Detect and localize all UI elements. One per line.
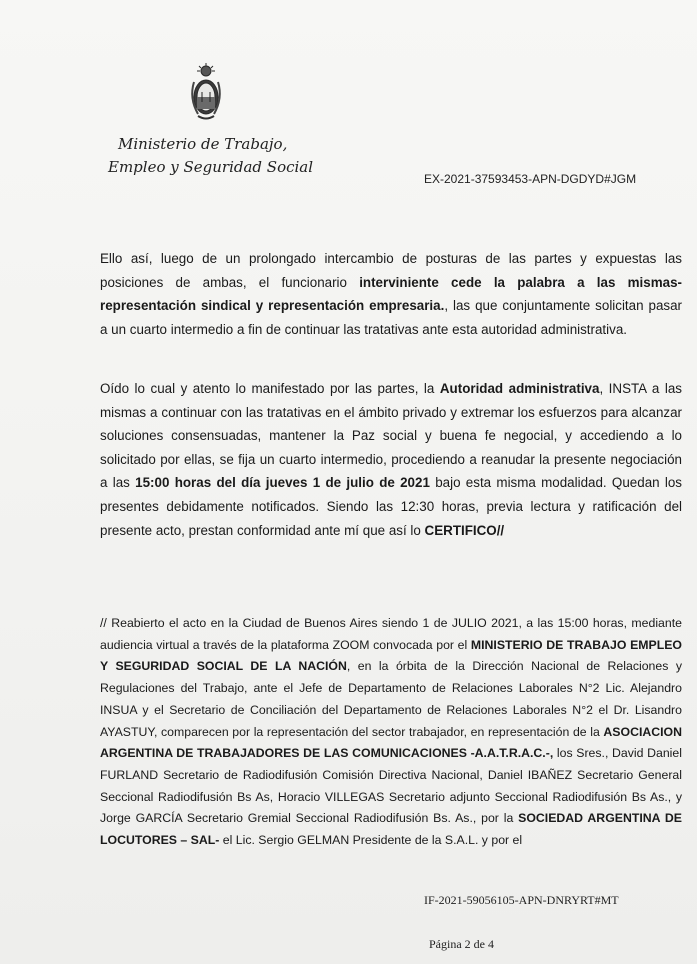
paragraph-segment: el Lic. Sergio GELMAN Presidente de la S.A.L. y por el: [219, 833, 523, 848]
page-number: Página 2 de 4: [429, 937, 494, 951]
paragraph-segment-bold: ASOCIACION ARGENTINA DE TRABAJADORES DE LAS COMUNICACIONES -A.A.T.R.A.C.-,: [100, 724, 682, 761]
document-reference: IF-2021-59056105-APN-DNRYRT#MT: [424, 893, 619, 907]
ministry-name-line1: Ministerio de Trabajo,: [118, 135, 288, 153]
paragraph-segment: , INSTA a las mismas a continuar con las tratativas en el ámbito privado y extremar los esfuerzos para alcanzar soluciones consensuadas, mantener la Paz social y buena fe negocial, y accediendo a lo solicitado por ellas, se fija un cuarto intermedio, procediendo a reanudar la presente negociación a las: [100, 381, 682, 491]
paragraph-segment: // Reabierto el acto en la Ciudad de Buenos Aires siendo 1 de JULIO 2021, a las 15:00 horas, mediante audiencia virtual a través de la plataforma ZOOM convocada por el: [100, 616, 682, 652]
paragraph-segment-bold: 15:00 horas del día jueves 1 de julio de 2021: [135, 475, 430, 491]
paragraph-segment: bajo esta misma modalidad. Quedan los presentes debidamente notificados. Siendo las 12:30 horas, previa lectura y ratificación del presente acto, prestan conformidad ante mí que así lo: [100, 475, 682, 538]
ministry-name: [108, 133, 313, 179]
ministry-name-line2: Empleo y Seguridad Social: [108, 158, 314, 176]
paragraph-segment-bold: interviniente cede la palabra a las mismas- representación sindical y representación empresaria.: [100, 274, 682, 314]
paragraph-segment: , en la órbita de la Dirección Nacional de Relaciones y Regulaciones del Trabajo, ante el Jefe de Departamento de Relaciones Laborales N°2 Lic. Alejandro INSUA y el Secretario de Conciliación del Departamento de Relaciones Laborales N°2 el Dr. Lisandro AYASTUY, comparecen por la representación del sector trabajador, en representación de la: [100, 659, 682, 739]
paragraph-1: [100, 247, 682, 341]
paragraph-2: [100, 377, 682, 542]
paragraph-3: [100, 613, 682, 852]
coat-of-arms-icon: [186, 62, 226, 124]
paragraph-segment-bold: CERTIFICO//: [424, 522, 505, 538]
paragraph-segment: los Sres., David Daniel FURLAND Secretario de Radiodifusión Comisión Directiva Nacional, Daniel IBAÑEZ Secretario General Seccional Radiodifusión Bs As, Horacio VILLEGAS Secretario adjunto Seccional Radiodifusión Bs As., y Jorge GARCÍA Secretario Gremial Seccional Radiodifusión Bs. As., por la: [100, 746, 682, 826]
paragraph-segment-bold: Autoridad administrativa: [439, 381, 600, 396]
paragraph-segment: Oído lo cual y atento lo manifestado por las partes, la: [100, 381, 440, 396]
paragraph-segment-bold: SOCIEDAD ARGENTINA DE LOCUTORES – SAL-: [100, 811, 682, 848]
paragraph-segment: , las que conjuntamente solicitan pasar a un cuarto intermedio a fin de continuar las tratativas ante esta autoridad administrativa.: [100, 298, 682, 337]
paragraph-segment-bold: MINISTERIO DE TRABAJO EMPLEO Y SEGURIDAD SOCIAL DE LA NACIÓN: [100, 637, 682, 674]
paragraph-segment: Ello así, luego de un prolongado intercambio de posturas de las partes y expuestas las posiciones de ambas, el funcionario: [100, 251, 682, 290]
expediente-number: EX-2021-37593453-APN-DGDYD#JGM: [424, 172, 637, 186]
